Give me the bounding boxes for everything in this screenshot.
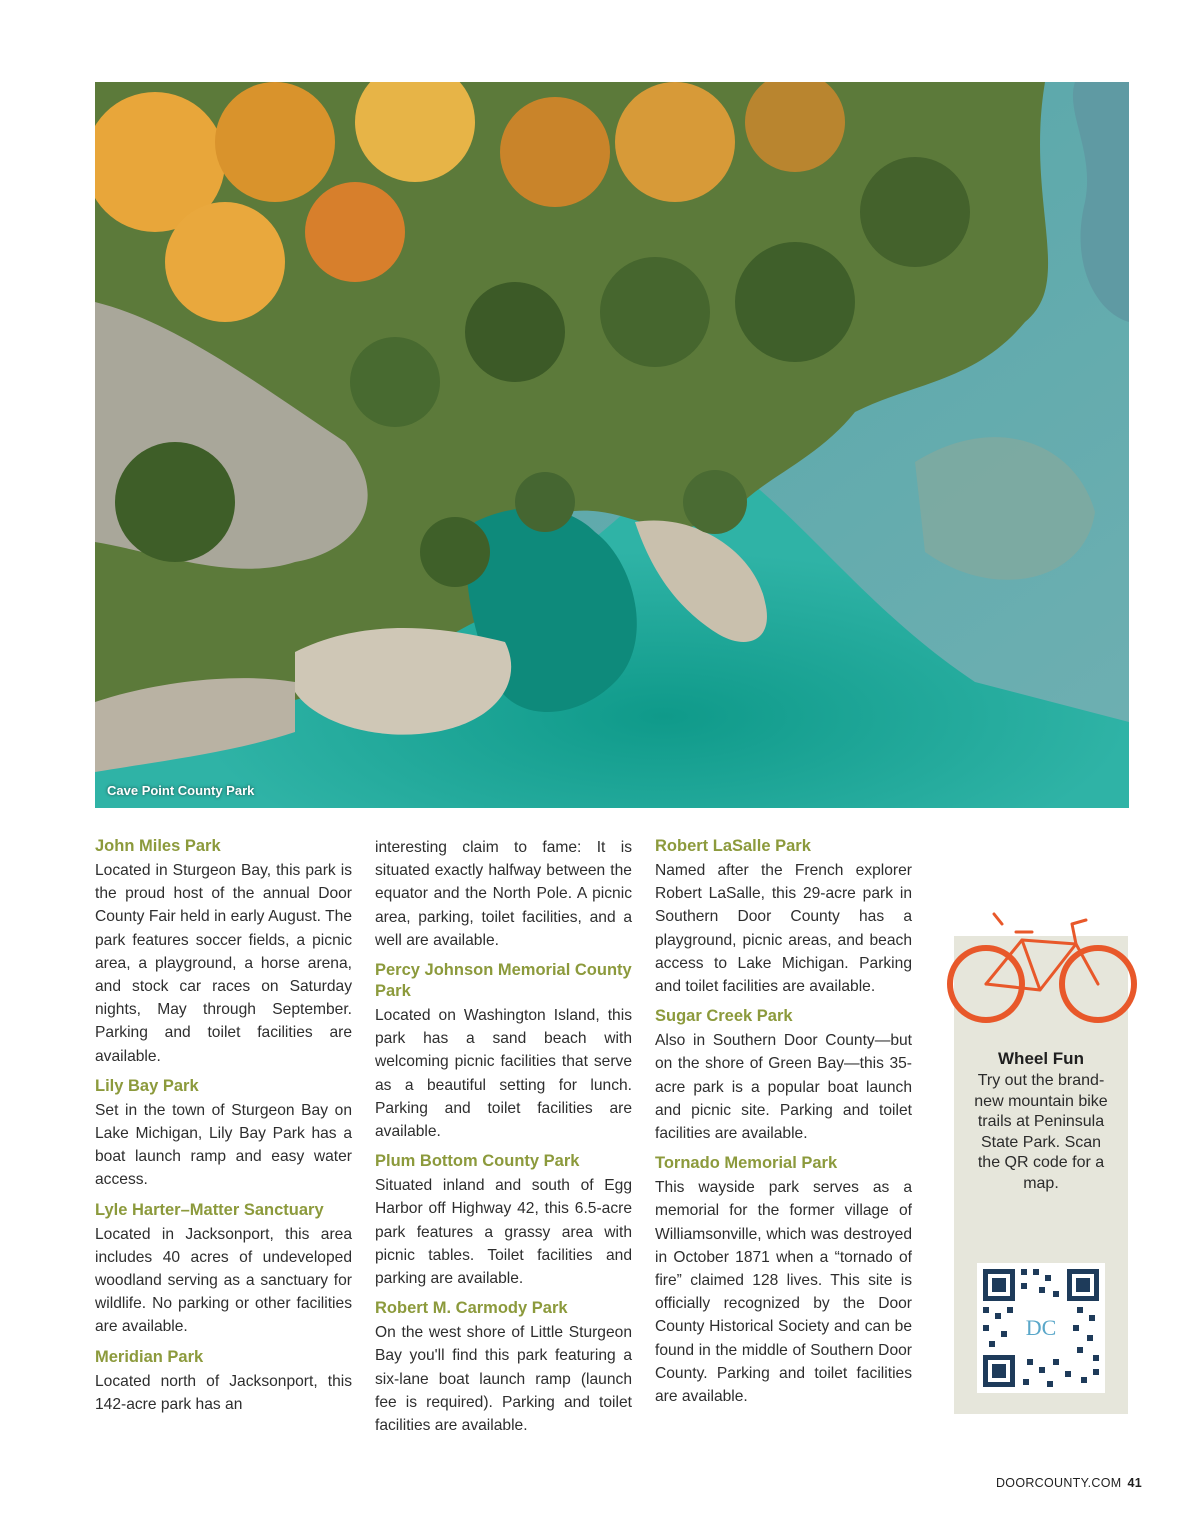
park-description: Located on Washington Island, this park has a sand beach with welcoming picnic facilities that serve as a beautiful setting for lunch. Parking and toilet facilities are available. xyxy=(375,1007,632,1141)
park-description: Situated inland and south of Egg Harbor off Highway 42, this 6.5-acre park features a grassy area with picnic tables. Toilet facilities and parking are available. xyxy=(375,1177,632,1288)
bicycle-icon xyxy=(944,910,1142,1034)
park-description: This wayside park serves as a memorial for the former village of Williamsonville, which was destroyed in October 1871 when a “tornado of fire” claimed 128 lives. This site is officially recognized by the Door County Historical Society and can be found in the middle of Southern Door County. Parking and toilet facilities are available. xyxy=(655,1179,912,1406)
cave-point-photo xyxy=(95,82,1129,808)
qr-code-icon[interactable] xyxy=(977,1263,1105,1393)
park-name: Lyle Harter–Matter Sanctuary xyxy=(95,1200,324,1219)
aerial-photo-shoreline xyxy=(95,82,1129,808)
page-footer xyxy=(996,1476,1142,1490)
park-name: Robert M. Carmody Park xyxy=(375,1299,568,1318)
park-description: Named after the French explorer Robert LaSalle, this 29-acre park in Southern Door County has a playground, picnic areas, and beach access to Lake Michigan. Parking and toilet facilities are available. xyxy=(655,862,912,996)
park-description: Located in Sturgeon Bay, this park is the proud host of the annual Door County Fair held in early August. The park features soccer fields, a picnic area, a playground, a horse arena, and stock car races on Saturday nights, May through September. Parking and toilet facilities are available. xyxy=(95,862,352,1065)
park-name: Robert LaSalle Park xyxy=(655,837,811,855)
park-name: Tornado Memorial Park xyxy=(655,1154,838,1173)
park-description: On the west shore of Little Sturgeon Bay you'll find this park featuring a six-lane boat launch ramp (launch fee is required). Parking and toilet facilities are available. xyxy=(375,1324,632,1435)
page-number: 41 xyxy=(1127,1476,1142,1490)
park-description: Also in Southern Door County—but on the shore of Green Bay—this 35-acre park is a popular boat launch and picnic site. Parking and toilet facilities are available. xyxy=(655,1032,912,1143)
park-name: John Miles Park xyxy=(95,837,221,855)
park-description: Located in Jacksonport, this area includes 40 acres of undeveloped woodland serving as a sanctuary for wildlife. No parking or other facilities are available. xyxy=(95,1225,352,1336)
park-description: interesting claim to fame: It is situated exactly halfway between the equator and the North Pole. A picnic area, parking, toilet facilities, and a well are available. xyxy=(375,839,632,949)
sidebar-text: Try out the brand-new mountain bike trails at Peninsula State Park. Scan the QR code for a map. xyxy=(974,1072,1108,1192)
park-description: Set in the town of Sturgeon Bay on Lake Michigan, Lily Bay Park has a boat launch ramp and easy water access. xyxy=(95,1101,352,1189)
park-name: Lily Bay Park xyxy=(95,1076,199,1095)
park-name: Sugar Creek Park xyxy=(655,1007,793,1026)
park-description: Located north of Jacksonport, this 142-acre park has an xyxy=(95,1372,352,1413)
park-name: Percy Johnson Memorial County Park xyxy=(375,961,632,1001)
sidebar-title: Wheel Fun xyxy=(998,1049,1084,1068)
park-name: Plum Bottom County Park xyxy=(375,1152,580,1171)
column-3 xyxy=(655,836,912,1408)
svg-text:DC: DC xyxy=(1025,1315,1057,1340)
column-2 xyxy=(375,836,632,1437)
photo-caption: Cave Point County Park xyxy=(107,783,255,798)
park-name: Meridian Park xyxy=(95,1347,204,1366)
column-1 xyxy=(95,836,352,1416)
footer-site[interactable]: DOORCOUNTY.COM xyxy=(995,1476,1122,1490)
